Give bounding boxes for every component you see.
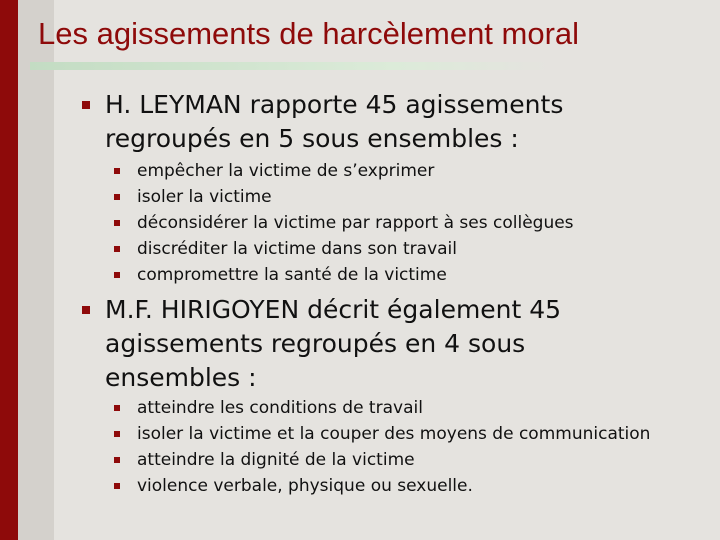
square-bullet-icon [114, 168, 120, 174]
left-shade-band [18, 0, 54, 540]
left-accent-bar [0, 0, 18, 540]
list-item: discréditer la victime dans son travail [137, 239, 457, 259]
square-bullet-icon [114, 457, 120, 463]
list-item: déconsidérer la victime par rapport à ses collègues [137, 213, 574, 233]
list-item: violence verbale, physique ou sexuelle. [137, 476, 473, 496]
slide-title: Les agissements de harcèlement moral [38, 16, 580, 51]
list-item: atteindre la dignité de la victime [137, 450, 415, 470]
list-item: empêcher la victime de s’exprimer [137, 161, 435, 181]
square-bullet-icon [114, 246, 120, 252]
list-item: isoler la victime [137, 187, 272, 207]
square-bullet-icon [114, 220, 120, 226]
square-bullet-icon [114, 405, 120, 411]
list-item: compromettre la santé de la victime [137, 265, 447, 285]
square-bullet-icon [114, 194, 120, 200]
section-heading-hirigoyen: M.F. HIRIGOYEN décrit également 45 agissements regroupés en 4 sous ensembles : [105, 295, 562, 392]
square-bullet-icon [114, 272, 120, 278]
square-bullet-icon [82, 306, 90, 314]
square-bullet-icon [82, 101, 90, 109]
square-bullet-icon [114, 483, 120, 489]
list-item: isoler la victime et la couper des moyens de communication [137, 424, 651, 444]
title-underline [30, 62, 550, 70]
list-item: atteindre les conditions de travail [137, 398, 423, 418]
section-heading-leyman: H. LEYMAN rapporte 45 agissements regroupés en 5 sous ensembles : [105, 90, 564, 153]
square-bullet-icon [114, 431, 120, 437]
